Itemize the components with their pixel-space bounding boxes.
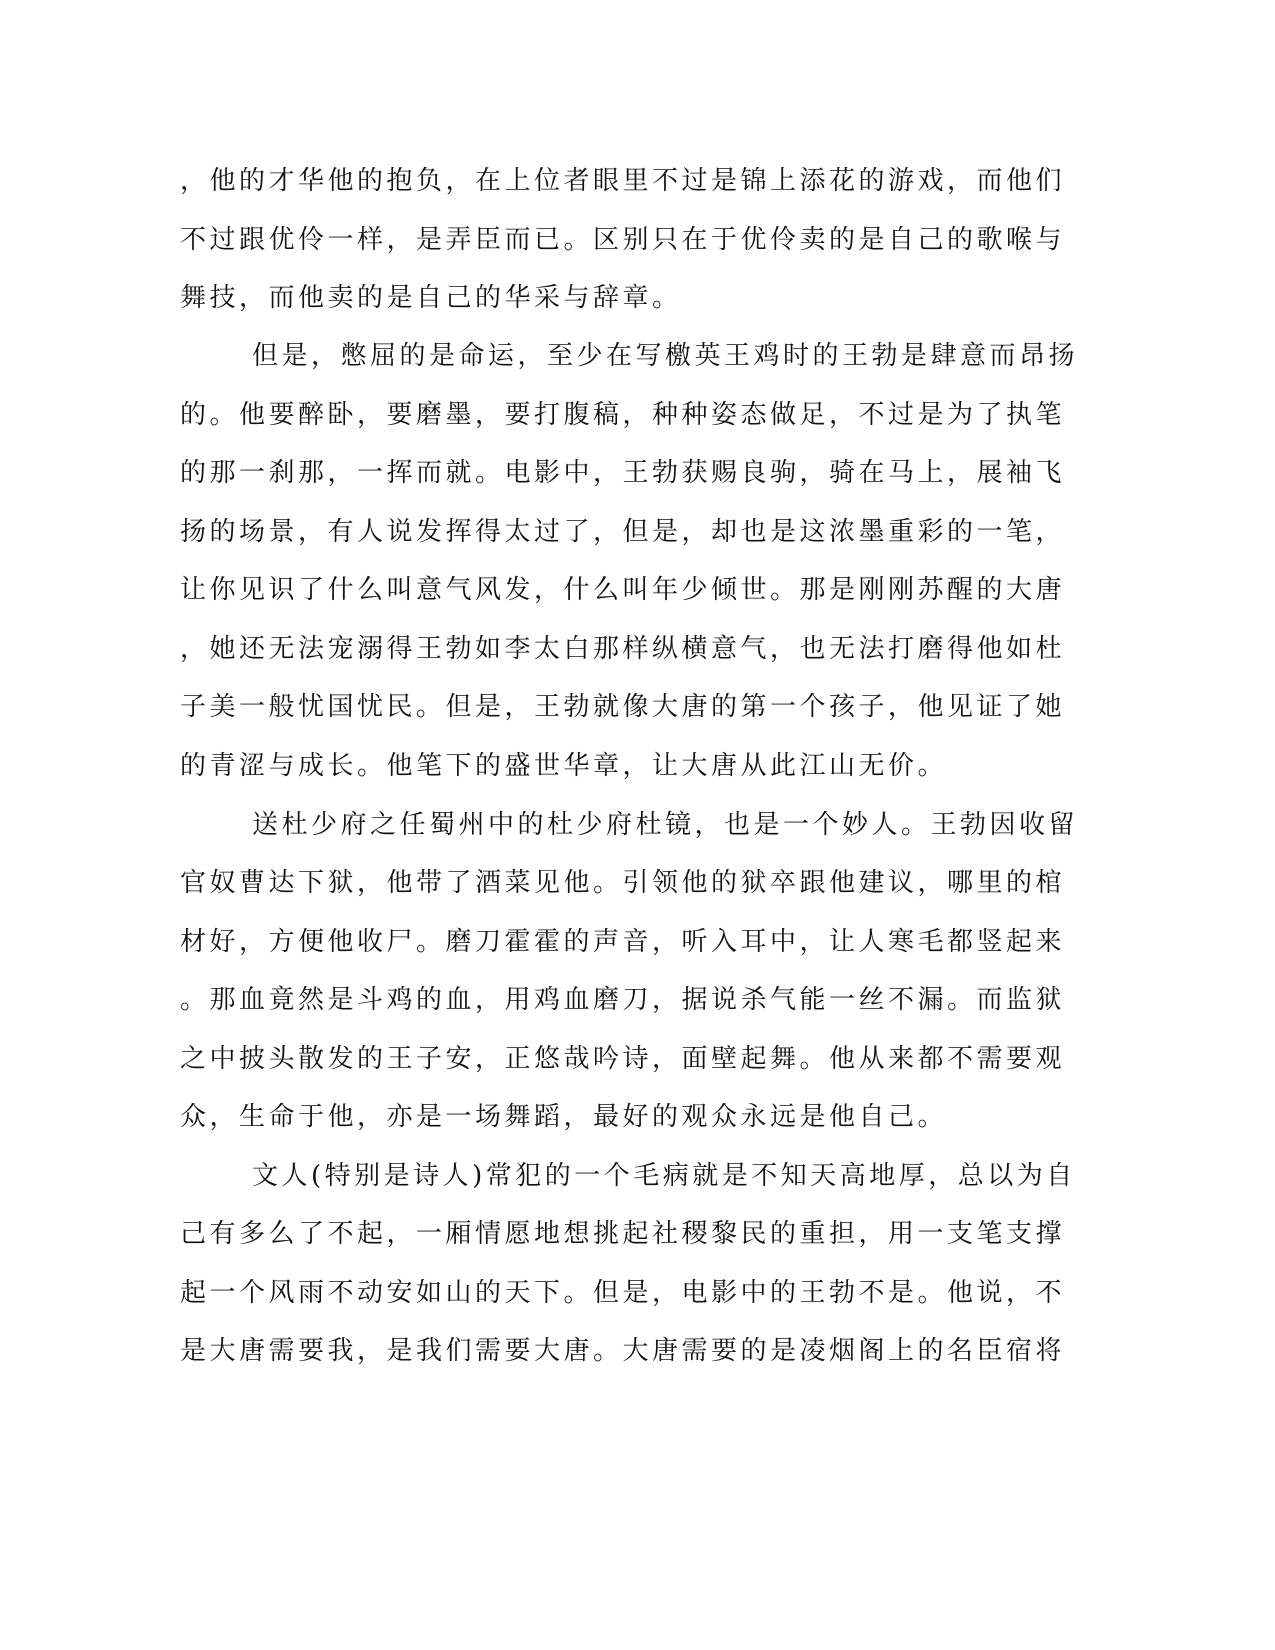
- text-line: 舞技，而他卖的是自己的华采与辞章。: [180, 283, 682, 313]
- text-line: 众，生命于他，亦是一场舞蹈，最好的观众永远是他自己。: [180, 1102, 948, 1132]
- text-line: 是大唐需要我，是我们需要大唐。大唐需要的是凌烟阁上的名臣宿将: [180, 1336, 1066, 1366]
- text-line: ，她还无法宠溺得王勃如李太白那样纵横意气，也无法打磨得他如杜: [180, 634, 1066, 664]
- text-line: 之中披头散发的王子安，正悠哉吟诗，面壁起舞。他从来都不需要观: [180, 1044, 1066, 1074]
- text-line: 官奴曹达下狱，他带了酒菜见他。引领他的狱卒跟他建议，哪里的棺: [180, 868, 1066, 898]
- text-line: 材好，方便他收尸。磨刀霍霍的声音，听入耳中，让人寒毛都竖起来: [180, 927, 1066, 957]
- paragraph-first-line: 送杜少府之任蜀州中的杜少府杜镜，也是一个妙人。王勃因收留: [252, 810, 1079, 840]
- text-line: 扬的场景，有人说发挥得太过了，但是，却也是这浓墨重彩的一笔，: [180, 517, 1066, 547]
- text-line: 己有多么了不起，一厢情愿地想挑起社稷黎民的重担，用一支笔支撑: [180, 1219, 1066, 1249]
- text-line: 子美一般忧国忧民。但是，王勃就像大唐的第一个孩子，他见证了她: [180, 692, 1066, 722]
- text-line: 不过跟优伶一样，是弄臣而已。区别只在于优伶卖的是自己的歌喉与: [180, 225, 1066, 255]
- text-line: 的青涩与成长。他笔下的盛世华章，让大唐从此江山无价。: [180, 751, 948, 781]
- text-line: 让你见识了什么叫意气风发，什么叫年少倾世。那是刚刚苏醒的大唐: [180, 575, 1066, 605]
- text-line: ，他的才华他的抱负，在上位者眼里不过是锦上添花的游戏，而他们: [180, 166, 1066, 196]
- paragraph-first-line: 但是，憋屈的是命运，至少在写檄英王鸡时的王勃是肆意而昂扬: [252, 341, 1079, 371]
- text-line: 的。他要醉卧，要磨墨，要打腹稿，种种姿态做足，不过是为了执笔: [180, 400, 1066, 430]
- text-line: 起一个风雨不动安如山的天下。但是，电影中的王勃不是。他说，不: [180, 1278, 1066, 1308]
- text-line: 的那一刹那，一挥而就。电影中，王勃获赐良驹，骑在马上，展袖飞: [180, 458, 1066, 488]
- paragraph-first-line: 文人(特别是诗人)常犯的一个毛病就是不知天高地厚，总以为自: [252, 1161, 1076, 1191]
- text-line: 。那血竟然是斗鸡的血，用鸡血磨刀，据说杀气能一丝不漏。而监狱: [180, 985, 1066, 1015]
